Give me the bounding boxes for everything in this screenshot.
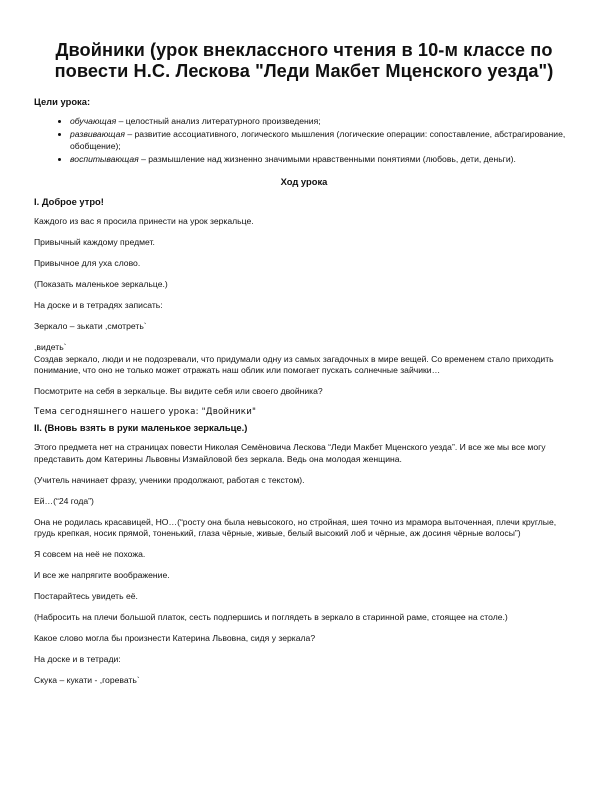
- goal-lead: воспитывающая: [70, 154, 139, 164]
- goals-list: [34, 115, 574, 165]
- course-heading: Ход урока: [280, 176, 328, 187]
- paragraph: (Показать маленькое зеркальце.): [34, 279, 168, 289]
- paragraph: Она не родилась красавицей, НО…(“росту она была невысокого, но стройная, шея точно из мрамора выточенная, плечи круглые, грудь крепкая, носик прямой, тоненький, глаза чёрные, живые, белый высокий лоб и чёрные, аж досиня чёрные волосы”): [34, 516, 557, 538]
- list-item: [70, 115, 574, 127]
- paragraph: Какое слово могла бы произнести Катерина Львовна, сидя у зеркала?: [34, 633, 316, 643]
- document-title: Двойники (урок внеклассного чтения в 10-м классе по повести Н.С. Лескова "Леди Макбет Мценского уезда"): [54, 40, 554, 81]
- list-item: [70, 153, 574, 165]
- paragraph: Я совсем на неё не похожа.: [34, 549, 146, 559]
- goal-lead: обучающая: [70, 116, 117, 126]
- document-page: [34, 40, 574, 696]
- goal-lead: развивающая: [70, 129, 125, 139]
- topic-line: Тема сегодняшнего нашего урока: "Двойники": [34, 407, 257, 417]
- paragraph: Ей…(“24 года”): [34, 495, 94, 506]
- paragraph: ,видеть`: [34, 342, 67, 352]
- paragraph: Каждого из вас я просила принести на урок зеркальце.: [34, 216, 254, 226]
- paragraph: Привычное для уха слово.: [34, 258, 141, 268]
- paragraph: (Учитель начинает фразу, ученики продолжают, работая с текстом).: [34, 474, 305, 485]
- paragraph: (Набросить на плечи большой платок, сесть подпершись и поглядеть в зеркало в старинной раме, стоящее на столе.): [34, 612, 508, 622]
- paragraph: И все же напрягите воображение.: [34, 570, 170, 580]
- paragraph: На доске и в тетрадях записать:: [34, 300, 163, 310]
- paragraph: Посмотрите на себя в зеркальце. Вы видите себя или своего двойника?: [34, 386, 323, 396]
- goal-text: – целостный анализ литературного произведения;: [116, 116, 321, 126]
- goal-text: – размышление над жизненно значимыми нравственными понятиями (любовь, дети, деньги).: [138, 154, 516, 164]
- paragraph: Зеркало – зькати ,смотреть`: [34, 321, 147, 331]
- list-item: [70, 128, 574, 152]
- paragraph: Постарайтесь увидеть её.: [34, 591, 138, 601]
- paragraph: Этого предмета нет на страницах повести Николая Семёновича Лескова “Леди Макбет Мценского уезда”. И все же мы все могу представить дом Катерины Львовны Измайловой без зеркала. Ведь она молодая женщина.: [34, 442, 546, 464]
- paragraph: Создав зеркало, люди и не подозревали, что придумали одну из самых загадочных в мире вещей. Со временем стало приходить понимание, что оно не только может отражать наш облик или помогает пускать солнечные зайчики…: [34, 353, 554, 375]
- goal-text: – развитие ассоциативного, логического мышления (логические операции: сопоставление, абстрагирование, обобщение);: [70, 129, 566, 151]
- paragraph: На доске и в тетради:: [34, 654, 121, 664]
- goals-heading: Цели урока:: [34, 96, 91, 107]
- section-heading: I. Доброе утро!: [34, 196, 104, 207]
- section-heading: II. (Вновь взять в руки маленькое зеркальце.): [34, 422, 248, 433]
- paragraph: Скука – кукати - ,горевать`: [34, 675, 140, 685]
- paragraph: Привычный каждому предмет.: [34, 237, 155, 247]
